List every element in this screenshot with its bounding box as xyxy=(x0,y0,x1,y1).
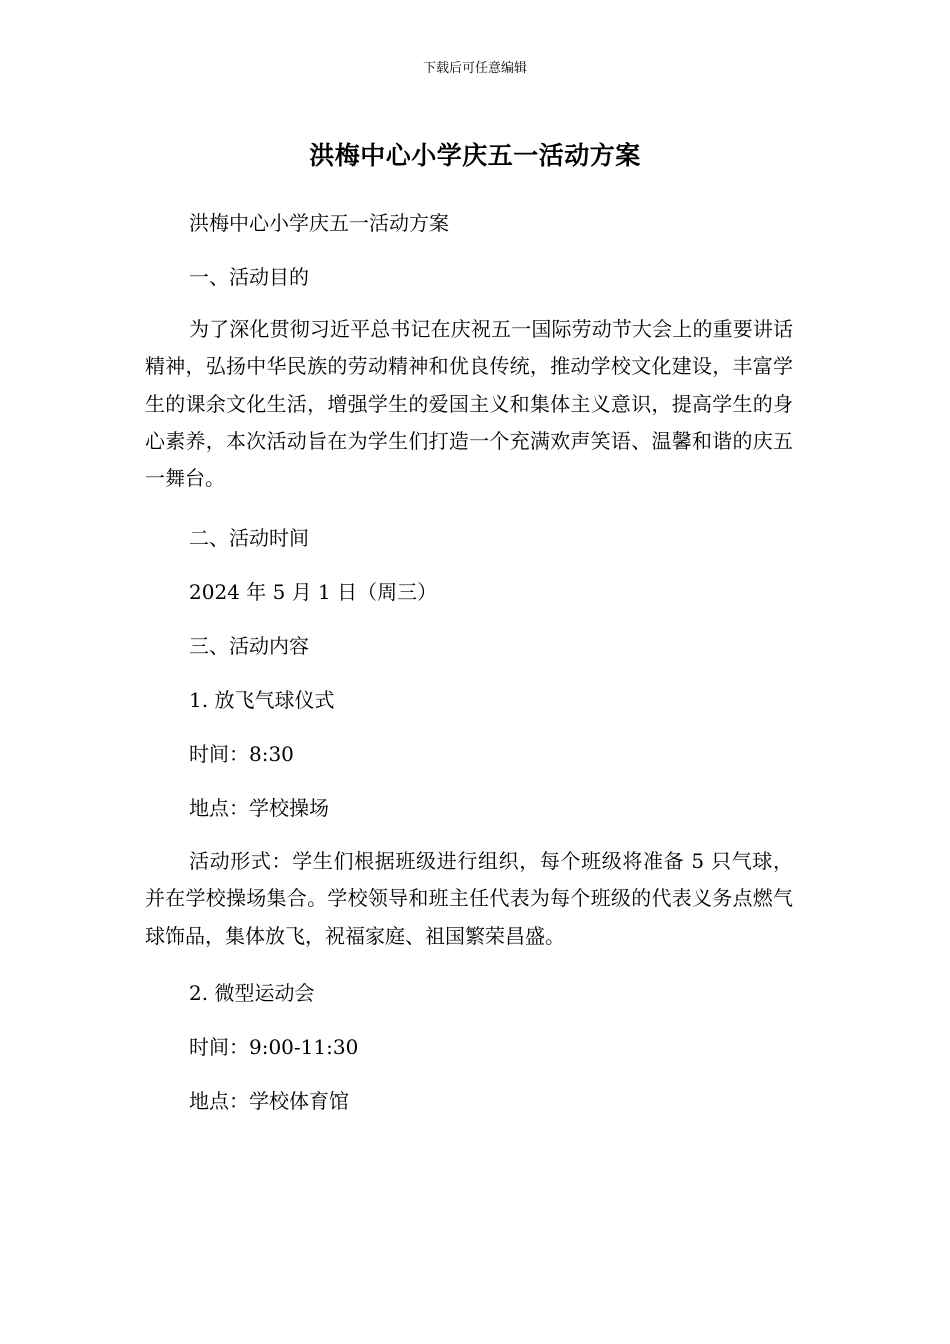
item-sports-place: 地点：学校体育馆 xyxy=(189,1089,349,1113)
item-heading-balloon: 1. 放飞气球仪式 xyxy=(189,688,335,712)
paragraph-purpose: 为了深化贯彻习近平总书记在庆祝五一国际劳动节大会上的重要讲话精神，弘扬中华民族的劳动精神和优良传统，推动学校文化建设，丰富学生的课余文化生活，增强学生的爱国主义和集体主义意识，提高学生的身心素养，本次活动旨在为学生们打造一个充满欢声笑语、温馨和谐的庆五一舞台。 xyxy=(145,317,793,491)
section-heading-purpose: 一、活动目的 xyxy=(189,265,309,289)
item-balloon-time: 时间：8:30 xyxy=(189,742,294,766)
item-heading-sports: 2. 微型运动会 xyxy=(189,981,315,1005)
paragraph-date: 2024 年 5 月 1 日（周三） xyxy=(189,580,438,604)
header-note: 下载后可任意编辑 xyxy=(422,61,527,76)
section-heading-time: 二、活动时间 xyxy=(189,526,309,550)
section-heading-content: 三、活动内容 xyxy=(189,634,309,658)
item-balloon-place: 地点：学校操场 xyxy=(189,796,329,820)
paragraph-subtitle: 洪梅中心小学庆五一活动方案 xyxy=(189,211,449,235)
document-title: 洪梅中心小学庆五一活动方案 xyxy=(309,141,641,170)
paragraph-balloon-form: 活动形式：学生们根据班级进行组织，每个班级将准备 5 只气球，并在学校操场集合。学校领导和班主任代表为每个班级的代表义务点燃气球饰品，集体放飞，祝福家庭、祖国繁荣昌盛。 xyxy=(145,849,793,948)
item-sports-time: 时间：9:00-11:30 xyxy=(189,1035,359,1059)
